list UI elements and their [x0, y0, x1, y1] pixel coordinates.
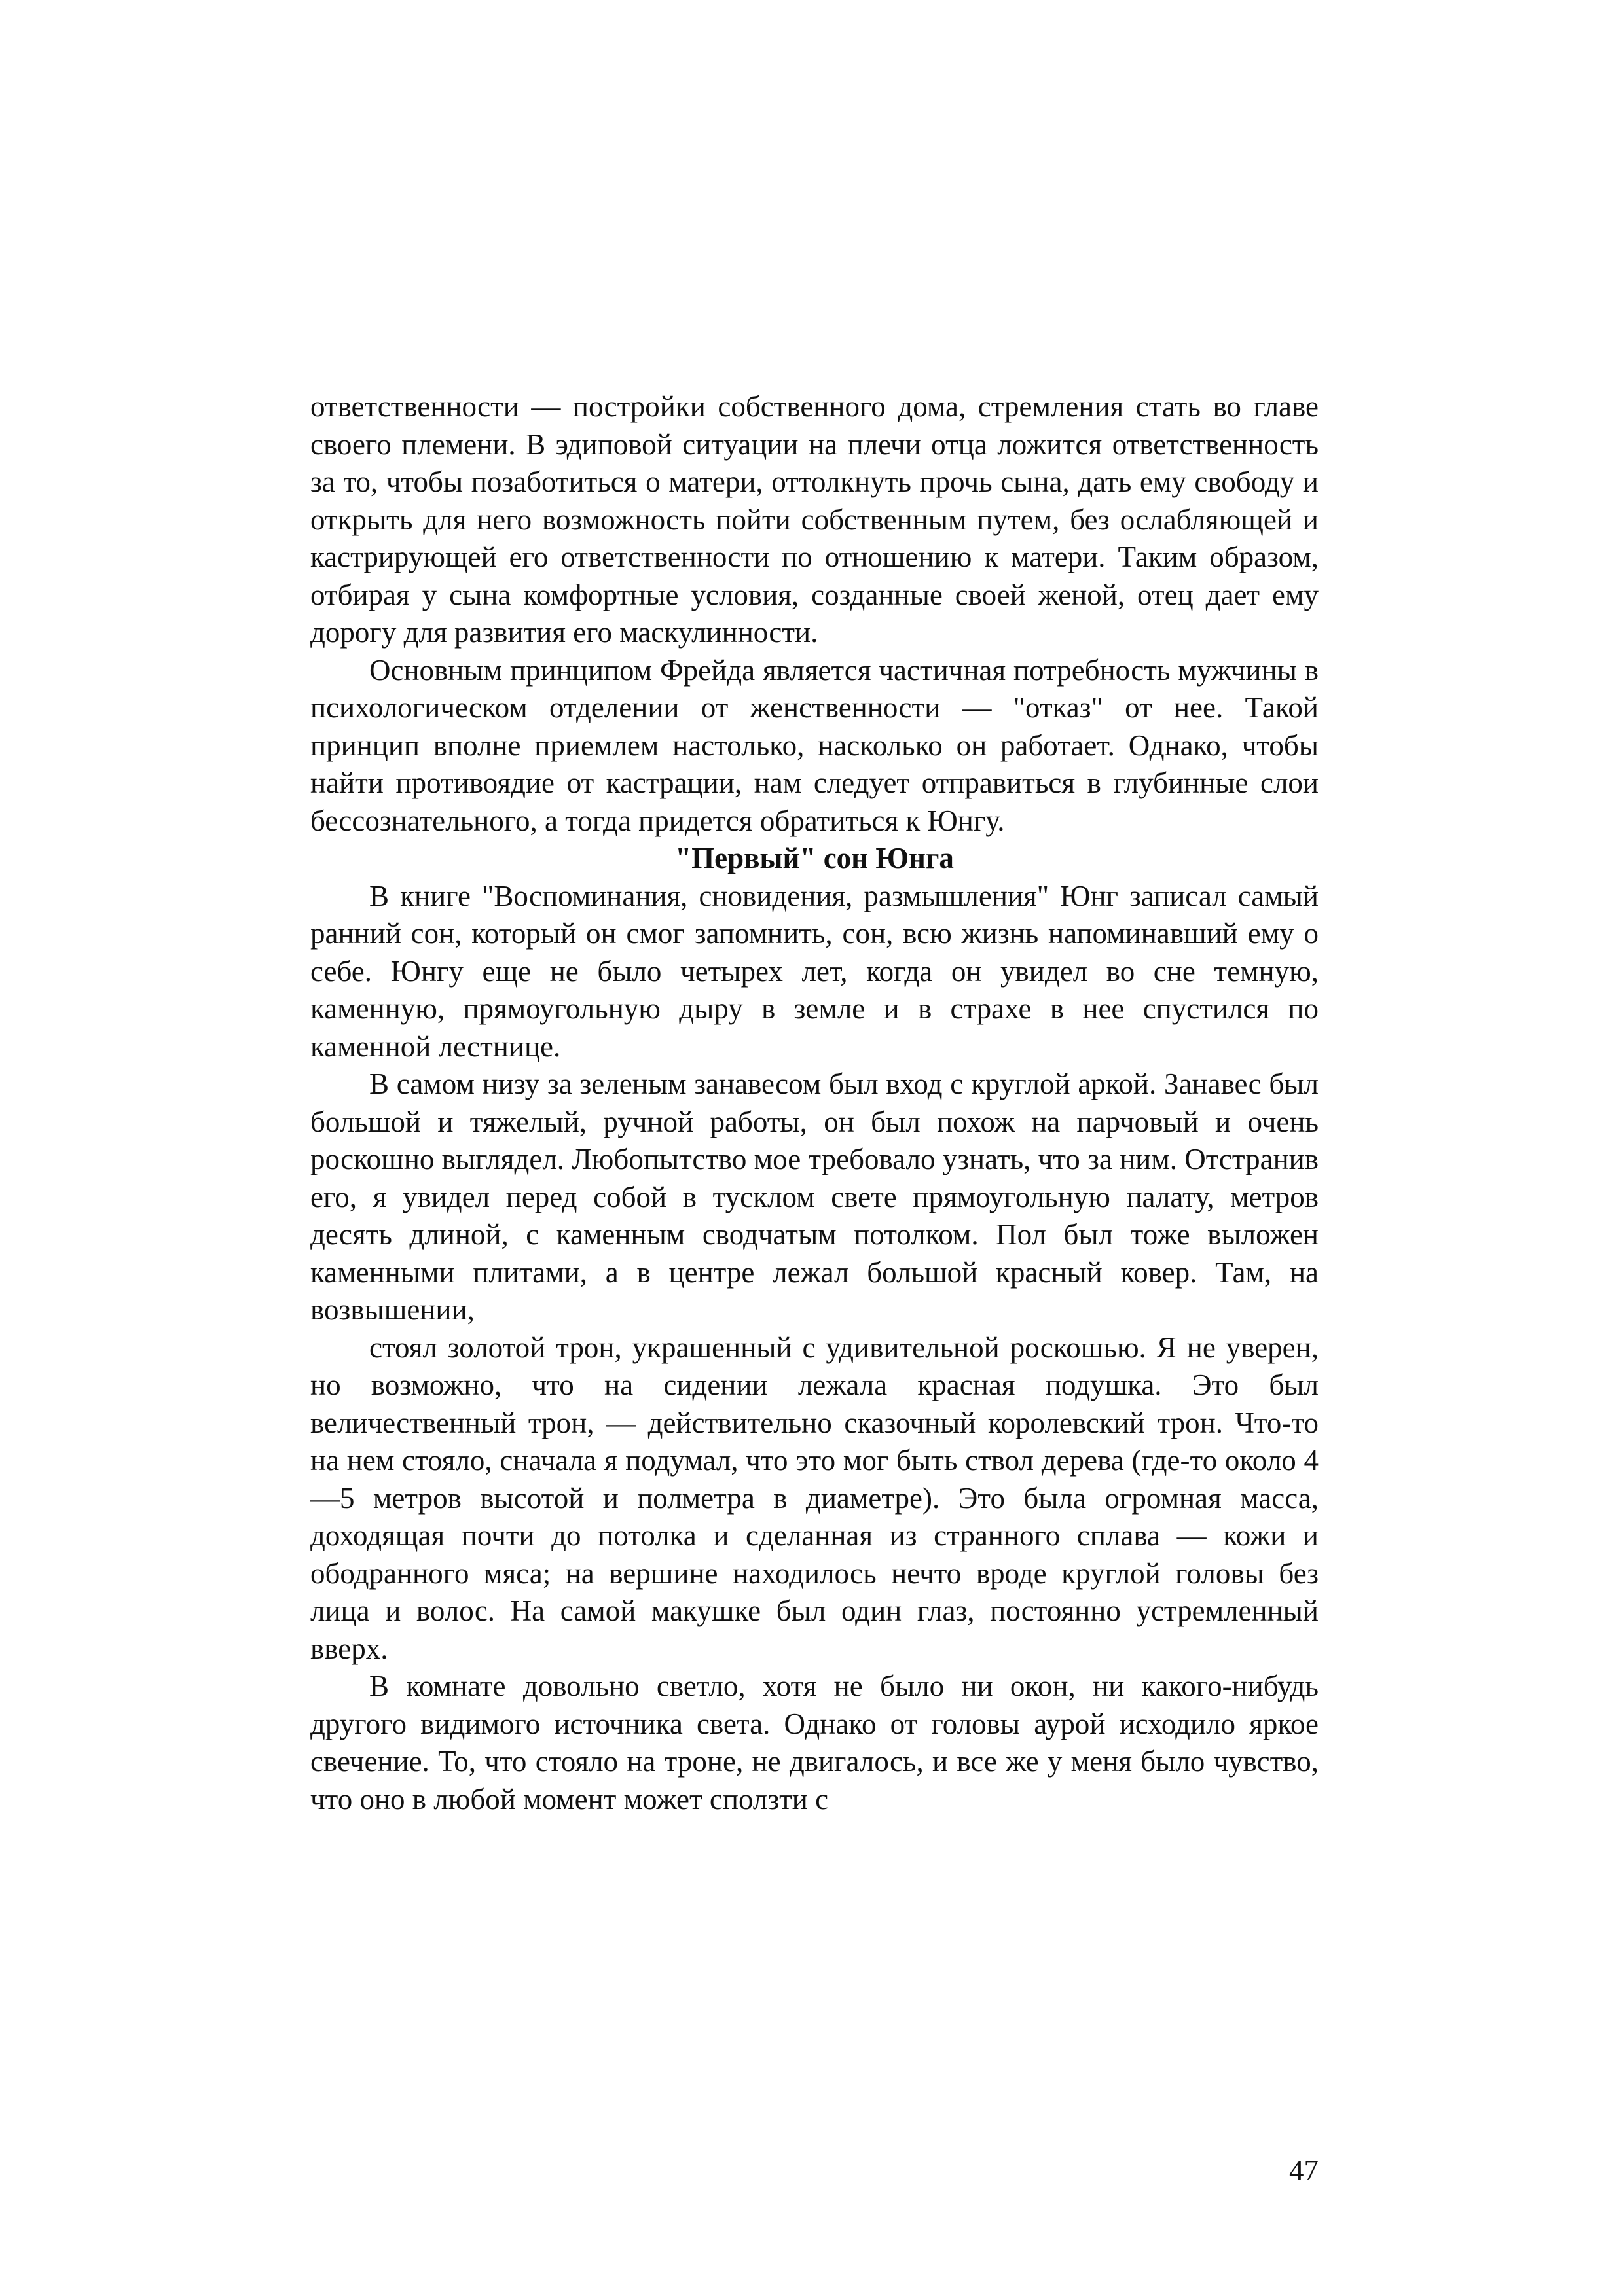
page-body-text — [310, 388, 1319, 1818]
paragraph-continuation: ответственности — постройки собственного дома, стремления стать во главе своего племени. В эдиповой ситуации на плечи отца ложится ответственность за то, чтобы позаботиться о матери, оттолкнуть прочь сына, дать ему свободу и открыть для него возможность пойти собственным путем, без ослабляющей и кастрирующей его ответственности по отношению к матери. Таким образом, отбирая у сына комфортные условия, созданные своей женой, отец дает ему дорогу для развития его маскулинности. — [310, 390, 1319, 649]
paragraph-freud-principle: Основным принципом Фрейда является частичная потребность мужчины в психологическом отделении от женственности — "отказ" от нее. Такой принцип вполне приемлем настолько, насколько он работает. Однако, чтобы найти противоядие от кастрации, нам следует отправиться в глубинные слои бессознательного, а тогда придется обратиться к Юнгу. — [310, 653, 1319, 837]
paragraph-jung-book: В книге "Воспоминания, сновидения, размышления" Юнг записал самый ранний сон, который он смог запомнить, сон, всю жизнь напоминавший ему о себе. Юнгу еще не было четырех лет, когда он увидел во сне темную, каменную, прямоугольную дыру в земле и в страхе в нее спустился по каменной лестнице. — [310, 879, 1319, 1063]
paragraph-green-curtain: В самом низу за зеленым занавесом был вход с круглой аркой. Занавес был большой и тяжелый, ручной работы, он был похож на парчовый и очень роскошно выглядел. Любопытство мое требовало узнать, что за ним. Отстранив его, я увидел перед собой в тусклом свете прямоугольную палату, метров десять длиной, с каменным сводчатым потолком. Пол был тоже выложен каменными плитами, а в центре лежал большой красный ковер. Там, на возвышении, — [310, 1067, 1319, 1326]
section-heading: "Первый" сон Юнга — [675, 842, 954, 874]
paragraph-golden-throne: стоял золотой трон, украшенный с удивительной роскошью. Я не уверен, но возможно, что на сидении лежала красная подушка. Это был величественный трон, — действительно сказочный королевский трон. Что-то на нем стояло, сначала я подумал, что это мог быть ствол дерева (где-то около 4—5 метров высотой и полметра в диаметре). Это была огромная масса, доходящая почти до потолка и сделанная из странного сплава — кожи и ободранного мяса; на вершине находилось нечто вроде круглой головы без лица и волос. На самой макушке был один глаз, постоянно устремленный вверх. — [310, 1331, 1319, 1665]
paragraph-room-light: В комнате довольно светло, хотя не было ни окон, ни какого-нибудь другого видимого источника света. Однако от головы аурой исходило яркое свечение. То, что стояло на троне, не двигалось, и все же у меня было чувство, что оно в любой момент может сползти с — [310, 1670, 1319, 1816]
page-number: 47 — [1289, 2154, 1319, 2187]
